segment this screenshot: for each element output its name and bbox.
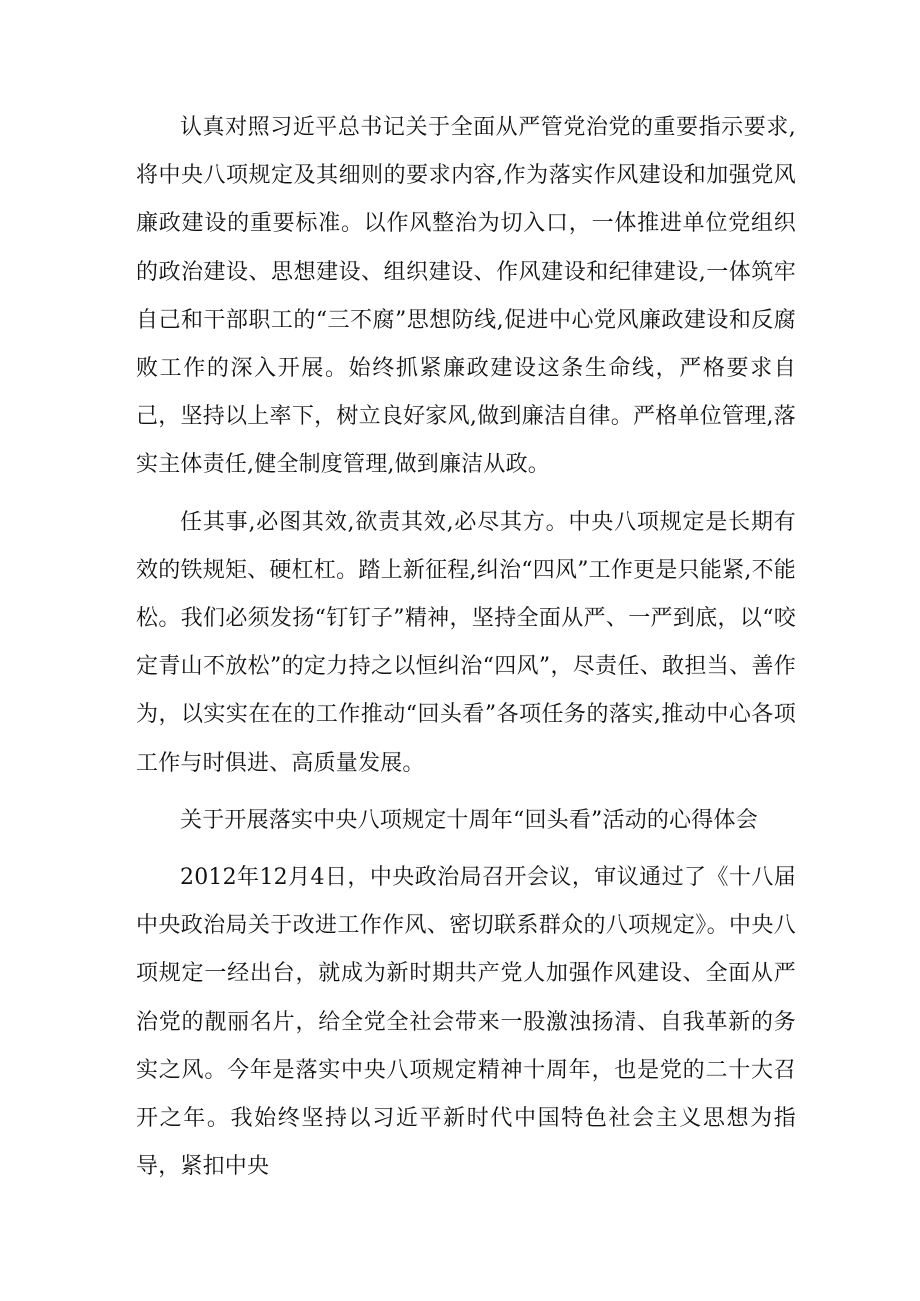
section-title: 关于开展落实中央八项规定十周年“回头看”活动的心得体会 xyxy=(180,807,758,833)
paragraph-self-review: 认真对照习近平总书记关于全面从严管党治党的重要指示要求,将中央八项规定及其细则的要求内容,作为落实作风建设和加强党风廉政建设的重要标准。以作风整治为切入口，一体推进单位党组织的政治建设、思想建设、组织建设、作风建设和纪律建设,一体筑牢自己和干部职工的“三不腐”思想防线,促进中心党风廉政建设和反腐败工作的深入开展。始终抓紧廉政建设这条生命线，严格要求自己，坚持以上率下，树立良好家风,做到廉洁自律。严格单位管理,落实主体责任,健全制度管理,做到廉洁从政。 xyxy=(136,115,796,478)
document-page xyxy=(136,104,796,1200)
paragraph-history: 2012年12月4日，中央政治局召开会议，审议通过了《十八届中央政治局关于改进工作作风、密切联系群众的八项规定》。中央八项规定一经出台，就成为新时期共产党人加强作风建设、全面从严治党的靓丽名片，给全党全社会带来一股激浊扬清、自我革新的务实之风。今年是落实中央八项规定精神十周年，也是党的二十大召开之年。我始终坚持以习近平新时代中国特色社会主义思想为指导，紧扣中央 xyxy=(136,865,796,1180)
paragraph-responsibility: 任其事,必图其效,欲责其效,必尽其方。中央八项规定是长期有效的铁规矩、硬杠杠。踏上新征程,纠治“四风”工作更是只能紧,不能松。我们必须发扬“钉钉子”精神，坚持全面从严、一严到底，以“咬定青山不放松”的定力持之以恒纠治“四风”，尽责任、敢担当、善作为，以实实在在的工作推动“回头看”各项任务的落实,推动中心各项工作与时俱进、高质量发展。 xyxy=(136,509,796,776)
